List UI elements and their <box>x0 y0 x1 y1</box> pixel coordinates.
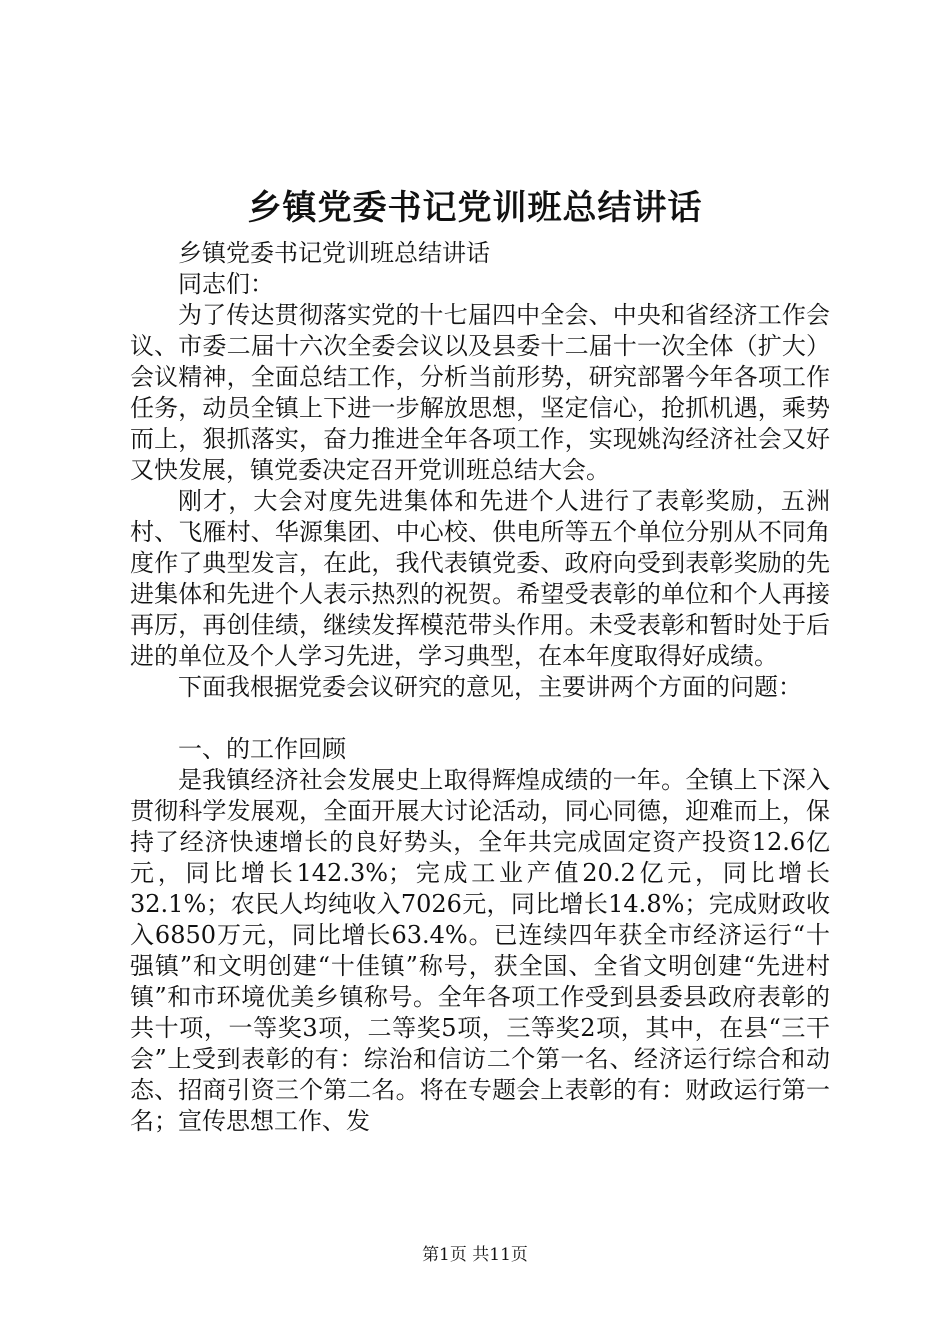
document-body <box>130 238 830 1137</box>
document-subtitle: 乡镇党委书记党训班总结讲话 <box>178 239 490 267</box>
paragraph-spacer <box>130 703 830 734</box>
paragraph-intro: 为了传达贯彻落实党的十七届四中全会、中央和省经济工作会议、市委二届十六次全委会议以及县委十二届十一次全体（扩大）会议精神，全面总结工作，分析当前形势，研究部署今年各项工作任务，动员全镇上下进一步解放思想，坚定信心，抢抓机遇，乘势而上，狠抓落实，奋力推进全年各项工作，实现姚沟经济社会又好又快发展，镇党委决定召开党训班总结大会。 <box>130 301 830 484</box>
salutation: 同志们： <box>178 270 274 298</box>
section-heading: 一、的工作回顾 <box>178 735 346 763</box>
document-title: 乡镇党委书记党训班总结讲话 <box>247 188 703 228</box>
paragraph-agenda: 下面我根据党委会议研究的意见，主要讲两个方面的问题： <box>178 673 802 701</box>
paragraph-commendation: 刚才，大会对度先进集体和先进个人进行了表彰奖励，五洲村、飞雁村、华源集团、中心校、供电所等五个单位分别从不同角度作了典型发言，在此，我代表镇党委、政府向受到表彰奖励的先进集体和先进个人表示热烈的祝贺。希望受表彰的单位和个人再接再厉，再创佳绩，继续发挥模范带头作用。未受表彰和暂时处于后进的单位及个人学习先进，学习典型，在本年度取得好成绩。 <box>130 487 830 670</box>
paragraph-review: 是我镇经济社会发展史上取得辉煌成绩的一年。全镇上下深入贯彻科学发展观，全面开展大讨论活动，同心同德，迎难而上，保持了经济快速增长的良好势头，全年共完成固定资产投资12.6亿元，同比增长142.3%；完成工业产值20.2亿元，同比增长32.1%；农民人均纯收入7026元，同比增长14.8%；完成财政收入6850万元，同比增长63.4%。已连续四年获全市经济运行“十强镇”和文明创建“十佳镇”称号，获全国、全省文明创建“先进村镇”和市环境优美乡镇称号。全年各项工作受到县委县政府表彰的共十项，一等奖3项，二等奖5项，三等奖2项，其中，在县“三干会”上受到表彰的有：综治和信访二个第一名、经济运行综合和动态、招商引资三个第二名。将在专题会上表彰的有：财政运行第一名；宣传思想工作、发 <box>130 766 830 1135</box>
page-number: 第1页 共11页 <box>422 1245 528 1265</box>
